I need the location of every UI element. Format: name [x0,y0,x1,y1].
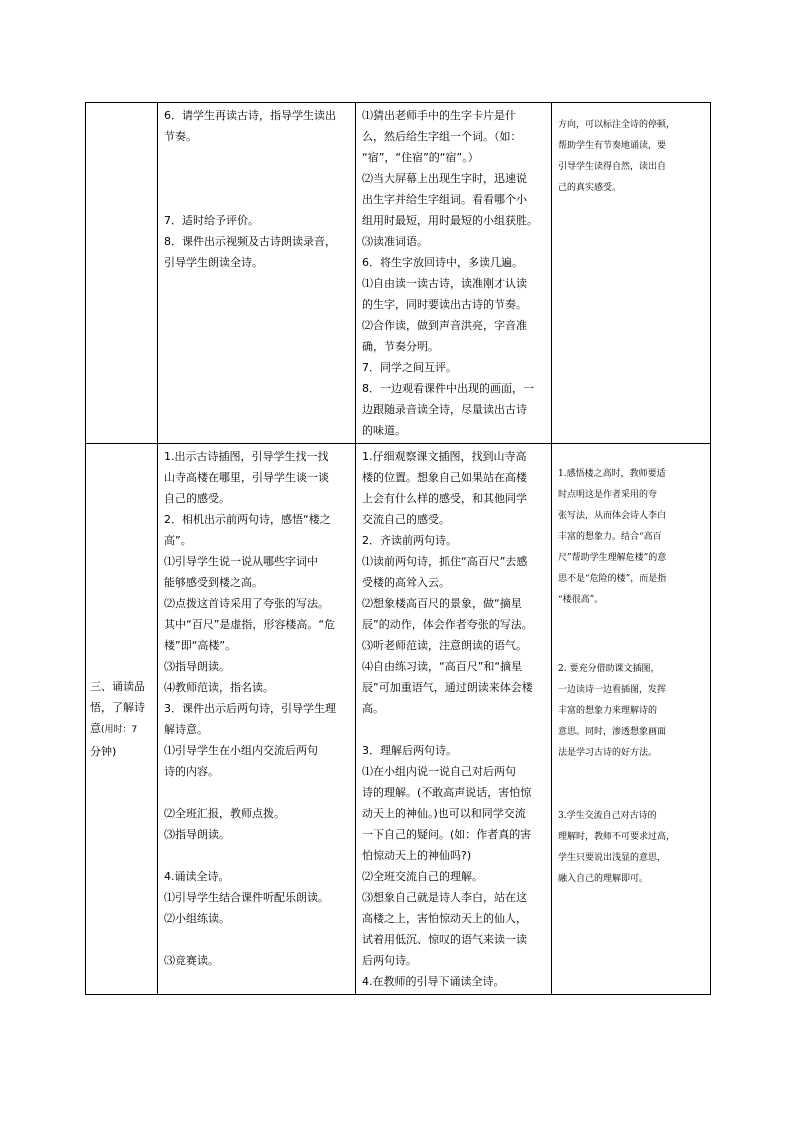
lesson-plan-table [85,102,711,995]
teacher-line: ⑵全班汇报，教师点拨。 [164,807,285,820]
note-line: 3.学生交流自己对古诗的 [558,811,657,821]
student-line: 么，然后给生字组一个词。（如： [362,130,522,143]
note-line: 融入自己的理解即可。 [558,874,649,884]
teacher-line [164,782,349,803]
teacher-line: ⑴引导学生结合课件听配乐朗读。 [164,891,329,904]
teacher-line: ⑴引导学生在小组内交流后两句 [164,744,318,757]
teacher-line: 4.诵读全诗。 [164,870,230,883]
note-line: 思不是“危险的楼”，而是指 [558,574,667,584]
teacher-line: ⑷教师范读，指名读。 [164,681,274,694]
student-line: 动天上的神仙。)也可以和同学交流 [362,807,526,820]
stage-cell [86,444,158,995]
teacher-line: ⑶指导朗读。 [164,660,230,673]
stage-cell-empty [86,103,158,444]
student-line: 试着用低沉、惊叹的语气来读一读 [362,933,527,946]
teacher-line: 引导学生朗读全诗。 [164,256,263,269]
student-line: 辰”的动作，体会作者夸张的写法。 [362,618,533,631]
student-line: 2．齐读前两句诗。 [362,534,457,547]
student-line: ⑴猜出老师手中的生字卡片是什 [362,109,516,122]
teacher-line: 7．适时给予评价。 [164,214,259,227]
student-line: 6．将生字放回诗中，多读几遍。 [362,256,523,269]
note-line: 方向，可以标注全诗的停顿， [558,120,676,130]
student-line: ⑶听老师范读，注意朗读的语气。 [362,639,527,652]
stage-title-line: 三、诵读品 [90,680,145,693]
note-line: “楼很高”。 [558,595,604,605]
student-line: 楼的位置。想象自己如果站在高楼 [362,471,527,484]
student-activity-cell [356,444,552,995]
student-line: 后两句诗。 [362,954,417,967]
table-row [86,444,711,995]
student-line: 边跟随录音读全诗，尽量读出古诗 [362,403,527,416]
student-line: 高。 [362,702,384,715]
teacher-line: 能够感受到楼之高。 [164,576,263,589]
teacher-line: 楼”即“高楼”。 [164,639,237,652]
teacher-line: 高”。 [164,534,192,547]
teacher-line: 1.出示古诗插图，引导学生找一找 [164,450,329,463]
student-line: ⑵全班交流自己的理解。 [362,870,483,883]
teacher-activity-cell [158,444,356,995]
note-line: 一边读诗一边看插图，发挥 [558,685,667,695]
teacher-line: 解诗意。 [164,723,208,736]
teacher-line: 其中“百尺”是虚指，形容楼高。“危 [164,618,336,631]
student-line: ⑵想象楼高百尺的景象，做“摘星 [362,597,522,610]
student-line: 的味道。 [362,424,406,437]
student-activity-cell [356,103,552,444]
teacher-line: 诗的内容。 [164,765,219,778]
teacher-line: ⑶竞赛读。 [164,954,219,967]
student-line: 确，节奏分明。 [362,340,439,353]
teacher-line: 节奏。 [164,130,197,143]
student-line: 受楼的高耸入云。 [362,576,450,589]
student-line: 3．理解后两句诗。 [362,744,457,757]
student-line: 4.在教师的引导下诵读全诗。 [362,975,505,988]
teacher-line [164,147,349,168]
student-line: ⑶读准词语。 [362,235,428,248]
stage-title-line: 意 [90,722,101,735]
stage-time: (用时：7 [101,725,138,735]
teacher-line [164,189,349,210]
student-line: 1.仔细观察课文插图，找到山寺高 [362,450,527,463]
student-line: 的生字，同时要读出古诗的节奏。 [362,298,527,311]
student-line: 7．同学之间互评。 [362,361,457,374]
teacher-line: 山寺高楼在哪里，引导学生谈一谈 [164,471,329,484]
student-line: 高楼之上，害怕惊动天上的仙人， [362,912,527,925]
student-line: 组用时最短，用时最短的小组获胜。 [362,214,538,227]
teacher-line: ⑵小组练读。 [164,912,230,925]
note-line: 帮助学生有节奏地诵读，要 [558,141,667,151]
student-line: 辰”可加重语气，通过朗读来体会楼 [362,681,533,694]
note-line: 理解时，教师不可要求过高， [558,832,676,842]
student-line: ⑶想象自己就是诗人李白，站在这 [362,891,527,904]
stage-title-line: 悟，了解诗 [90,701,145,714]
student-line: 一下自己的疑问。(如：作者真的害 [362,828,532,841]
student-line: ⑴读前两句诗，抓住“高百尺”去感 [362,555,528,568]
teacher-activity-cell [158,103,356,444]
student-line: ⑴自由读一读古诗，读准刚才认读 [362,277,527,290]
teacher-line: ⑴引导学生说一说从哪些字词中 [164,555,318,568]
note-line: 己的真实感受。 [558,183,622,193]
stage-time: 分钟) [90,745,117,758]
note-line: 时点明这是作者采用的夸 [558,490,658,500]
student-line: 上会有什么样的感受，和其他同学 [362,492,527,505]
note-line: 尺”帮助学生理解危楼”的意 [558,553,667,563]
student-line: 怕惊动天上的神仙吗?) [362,849,472,862]
note-line: 张写法，从而体会诗人李白 [558,511,667,521]
teacher-line: 8．课件出示视频及古诗朗读录音， [164,235,336,248]
student-line [362,719,545,740]
note-line: 丰富的想象力。结合“高百 [558,532,662,542]
teacher-line: 2．相机出示前两句诗，感悟“楼之 [164,513,331,526]
teacher-line: ⑶指导朗读。 [164,828,230,841]
student-line: “宿”，“住宿”的“宿”。） [362,151,479,164]
design-notes-cell [552,444,711,995]
student-line: 交流自己的感受。 [362,513,450,526]
student-line: 出生字并给生字组词。看看哪个小 [362,193,527,206]
note-line: 意思。同时，渗透想象画面 [558,727,667,737]
teacher-line [164,845,349,866]
note-line: 学生只要说出浅显的意思， [558,853,667,863]
table-row [86,103,711,444]
teacher-line: ⑵点拨这首诗采用了夸张的写法。 [164,597,329,610]
student-line: ⑷自由练习读，“高百尺”和“摘星 [362,660,523,673]
note-line: 法是学习古诗的好方法。 [558,748,658,758]
teacher-line: 3．课件出示后两句诗，引导学生理 [164,702,336,715]
teacher-line [164,929,349,950]
note-line: 丰富的想象力来理解诗的 [558,706,658,716]
note-line: 引导学生读得自然，读出自 [558,162,667,172]
teacher-line [164,168,349,189]
note-line: 1.感悟楼之高时，教师要适 [558,469,666,479]
design-notes-cell [552,103,711,444]
teacher-line: 自己的感受。 [164,492,230,505]
teacher-line: 6．请学生再读古诗，指导学生读出 [164,109,336,122]
student-line: ⑵合作读，做到声音洪亮，字音准 [362,319,527,332]
note-line: 2. 要充分借助课文插图， [558,664,660,674]
student-line: ⑴在小组内说一说自己对后两句 [362,765,516,778]
student-line: ⑵当大屏幕上出现生字时，迅速说 [362,172,527,185]
student-line: 诗的理解。(不敢高声说话，害怕惊 [362,786,532,799]
student-line: 8．一边观看课件中出现的画面，一 [362,382,534,395]
